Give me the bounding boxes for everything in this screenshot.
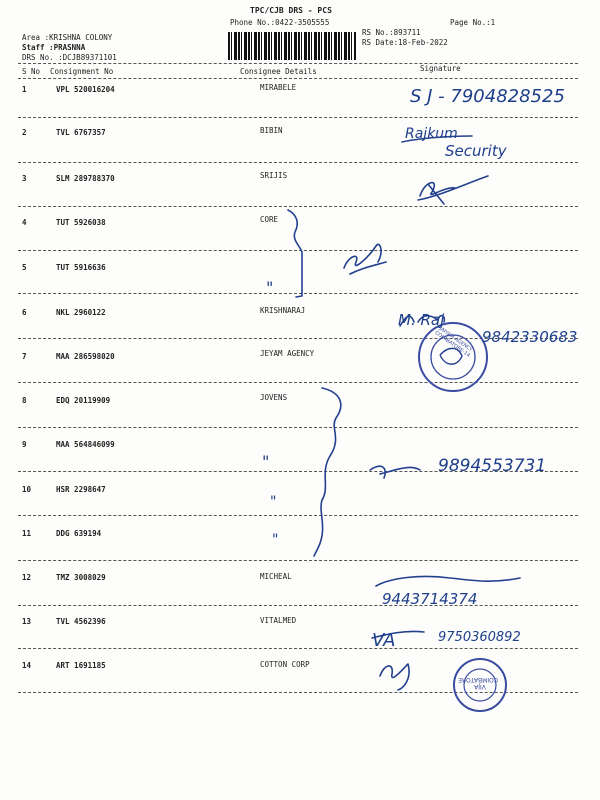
row-consignment: EDQ 20119909 (56, 396, 111, 405)
row-consignment: TUT 5926038 (56, 218, 106, 227)
row-sno: 8 (22, 396, 27, 405)
row-sno: 12 (22, 573, 32, 582)
row-consignee: CORE (260, 215, 279, 224)
signature-row2-name: Rajkum (405, 126, 458, 142)
col-sno: S No (22, 67, 41, 76)
row-consignee: SRIJIS (260, 171, 288, 180)
phone-row12: 9443714374 (382, 590, 478, 608)
phone-row9: 9894553731 (438, 456, 547, 476)
row-consignment: HSR 2298647 (56, 485, 106, 494)
row-sno: 5 (22, 263, 27, 272)
phone-number: Phone No.:0422-3505555 (230, 18, 330, 27)
stamp-row7-text: JAIYAM AGENCY COIMBATORE-14 (433, 325, 474, 359)
row-consignment: MAA 286598020 (56, 352, 115, 361)
stamp-row14-text: VIJA COIMBATORE (458, 676, 498, 690)
row-consignment: VPL 520016204 (56, 85, 115, 94)
row-consignee: JOVENS (260, 393, 288, 402)
ditto-row5: " (266, 278, 274, 297)
row-sno: 10 (22, 485, 32, 494)
row-consignee: MIRABELE (260, 83, 297, 92)
rs-number: RS No.:893711 (362, 28, 421, 37)
drs-number: DRS No. :DCJB89371101 (22, 53, 117, 62)
ditto-row11: " (272, 532, 279, 548)
ditto-row9: " (262, 452, 270, 471)
area-label: Area :KRISHNA COLONY (22, 33, 113, 42)
page-number: Page No.:1 (450, 18, 496, 27)
rs-date: RS Date:18-Feb-2022 (362, 38, 448, 47)
row-consignment: MAA 564846099 (56, 440, 115, 449)
row-consignment: TUT 5916636 (56, 263, 106, 272)
row-consignment: ART 1691185 (56, 661, 106, 670)
row-consignee: KRISHNARAJ (260, 306, 306, 315)
signature-row1: S J - 7904828525 (410, 86, 565, 107)
col-consignment: Consignment No (50, 67, 114, 76)
row-consignee: MICHEAL (260, 572, 292, 581)
row-sno: 7 (22, 352, 27, 361)
row-consignment: TVL 4562396 (56, 617, 106, 626)
row-sno: 9 (22, 440, 27, 449)
row-consignee: COTTON CORP (260, 660, 310, 669)
col-signature: Signature (420, 64, 461, 73)
signature-row2-note: Security (445, 142, 507, 160)
ditto-row10: " (270, 494, 277, 510)
row-consignment: DDG 639194 (56, 529, 102, 538)
row-consignee: VITALMED (260, 616, 297, 625)
row-sno: 4 (22, 218, 27, 227)
row-sno: 14 (22, 661, 32, 670)
row-consignment: SLM 289788370 (56, 174, 115, 183)
row-sno: 13 (22, 617, 32, 626)
phone-row13: 9750360892 (438, 630, 521, 645)
row-sno: 3 (22, 174, 27, 183)
row-consignment: NKL 2960122 (56, 308, 106, 317)
row-sno: 11 (22, 529, 32, 538)
row-sno: 6 (22, 308, 27, 317)
signature-row13: VA (372, 630, 396, 651)
row-sno: 2 (22, 128, 27, 137)
phone-row6: 9842330683 (482, 328, 578, 346)
row-sno: 1 (22, 85, 27, 94)
signature-row6: M. Raj (398, 311, 445, 329)
document-title: TPC/CJB DRS - PCS (250, 6, 332, 15)
row-consignee: BIBIN (260, 126, 283, 135)
row-consignment: TMZ 3008029 (56, 573, 106, 582)
col-consignee: Consignee Details (240, 67, 317, 76)
row-consignee: JEYAM AGENCY (260, 349, 315, 358)
row-consignment: TVL 6767357 (56, 128, 106, 137)
staff-label: Staff :PRASNNA (22, 43, 86, 52)
